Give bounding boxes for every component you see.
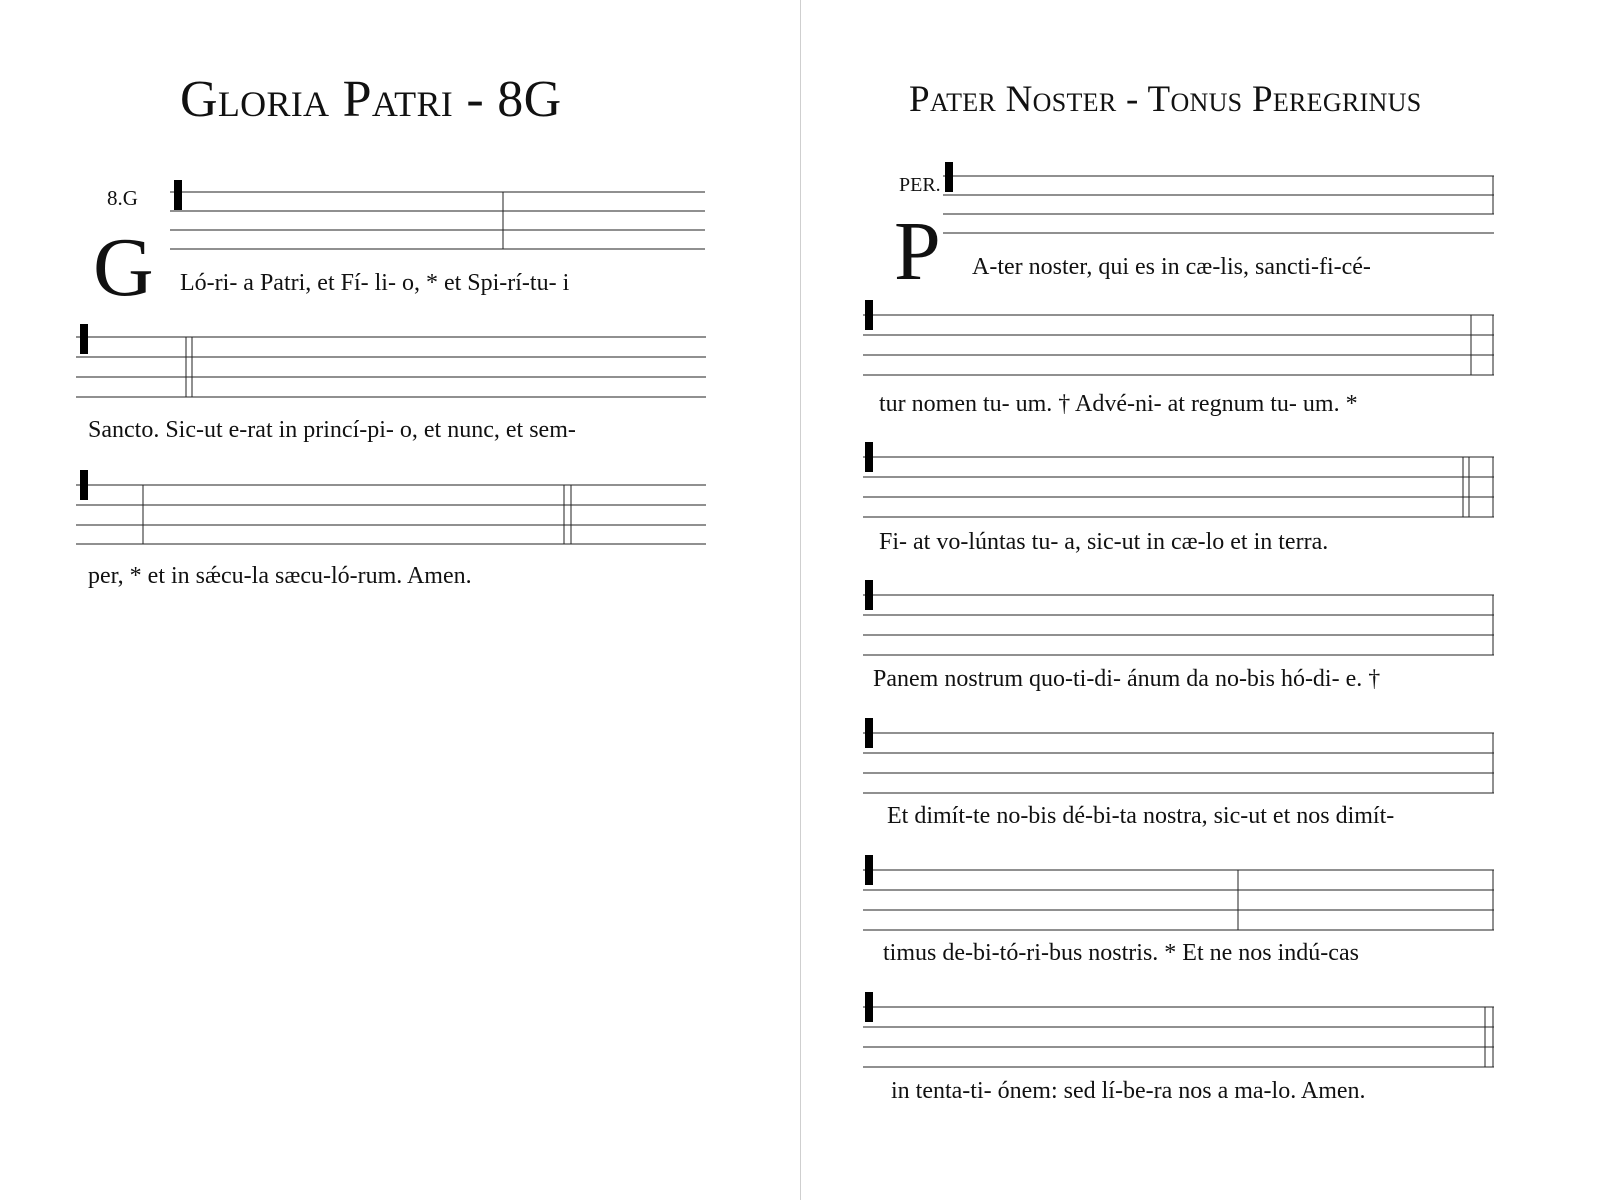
chant-staff [76,468,706,548]
chant-staff [863,440,1494,520]
lyric-line: Fi- at vo-lúntas tu- a, sic-ut in cæ-lo et in terra. [879,529,1329,555]
chant-staff [170,176,705,252]
lyric-line: Sancto. Sic-ut e-rat in princí-pi- o, et nunc, et sem- [88,417,576,443]
chant-staff [943,160,1494,236]
lyric-line: A-ter noster, qui es in cæ-lis, sancti-fi-cé- [972,254,1371,280]
chant-staff [863,716,1494,796]
chant-staff [76,322,706,382]
lyric-line: timus de-bi-tó-ri-bus nostris. * Et ne nos indú-cas [883,940,1359,966]
chant-staff [863,990,1494,1070]
lyric-line: in tenta-ti- ónem: sed lí-be-ra nos a ma-lo. Amen. [891,1078,1366,1104]
mode-annotation: PER. [899,174,941,196]
lyric-line: Et dimít-te no-bis dé-bi-ta nostra, sic-ut et nos dimít- [887,803,1395,829]
chant-staff [863,853,1494,933]
lyric-line: Ló-ri- a Patri, et Fí- li- o, * et Spi-rí-tu- i [180,270,570,296]
lyric-line: per, * et in sǽcu-la sæcu-ló-rum. Amen. [88,563,472,589]
page-title: Gloria Patri - 8G [180,71,562,128]
right-page [801,0,1600,1200]
initial-letter: P [894,205,941,298]
page-title: Pater Noster - Tonus Peregrinus [909,79,1422,120]
chant-staff [863,300,1494,378]
lyric-line: Panem nostrum quo-ti-di- ánum da no-bis hó-di- e. † [873,666,1381,692]
lyric-line: tur nomen tu- um. † Advé-ni- at regnum tu- um. * [879,391,1358,417]
chant-staff [863,578,1494,658]
initial-letter: G [93,221,154,314]
mode-annotation: 8.G [107,186,138,210]
